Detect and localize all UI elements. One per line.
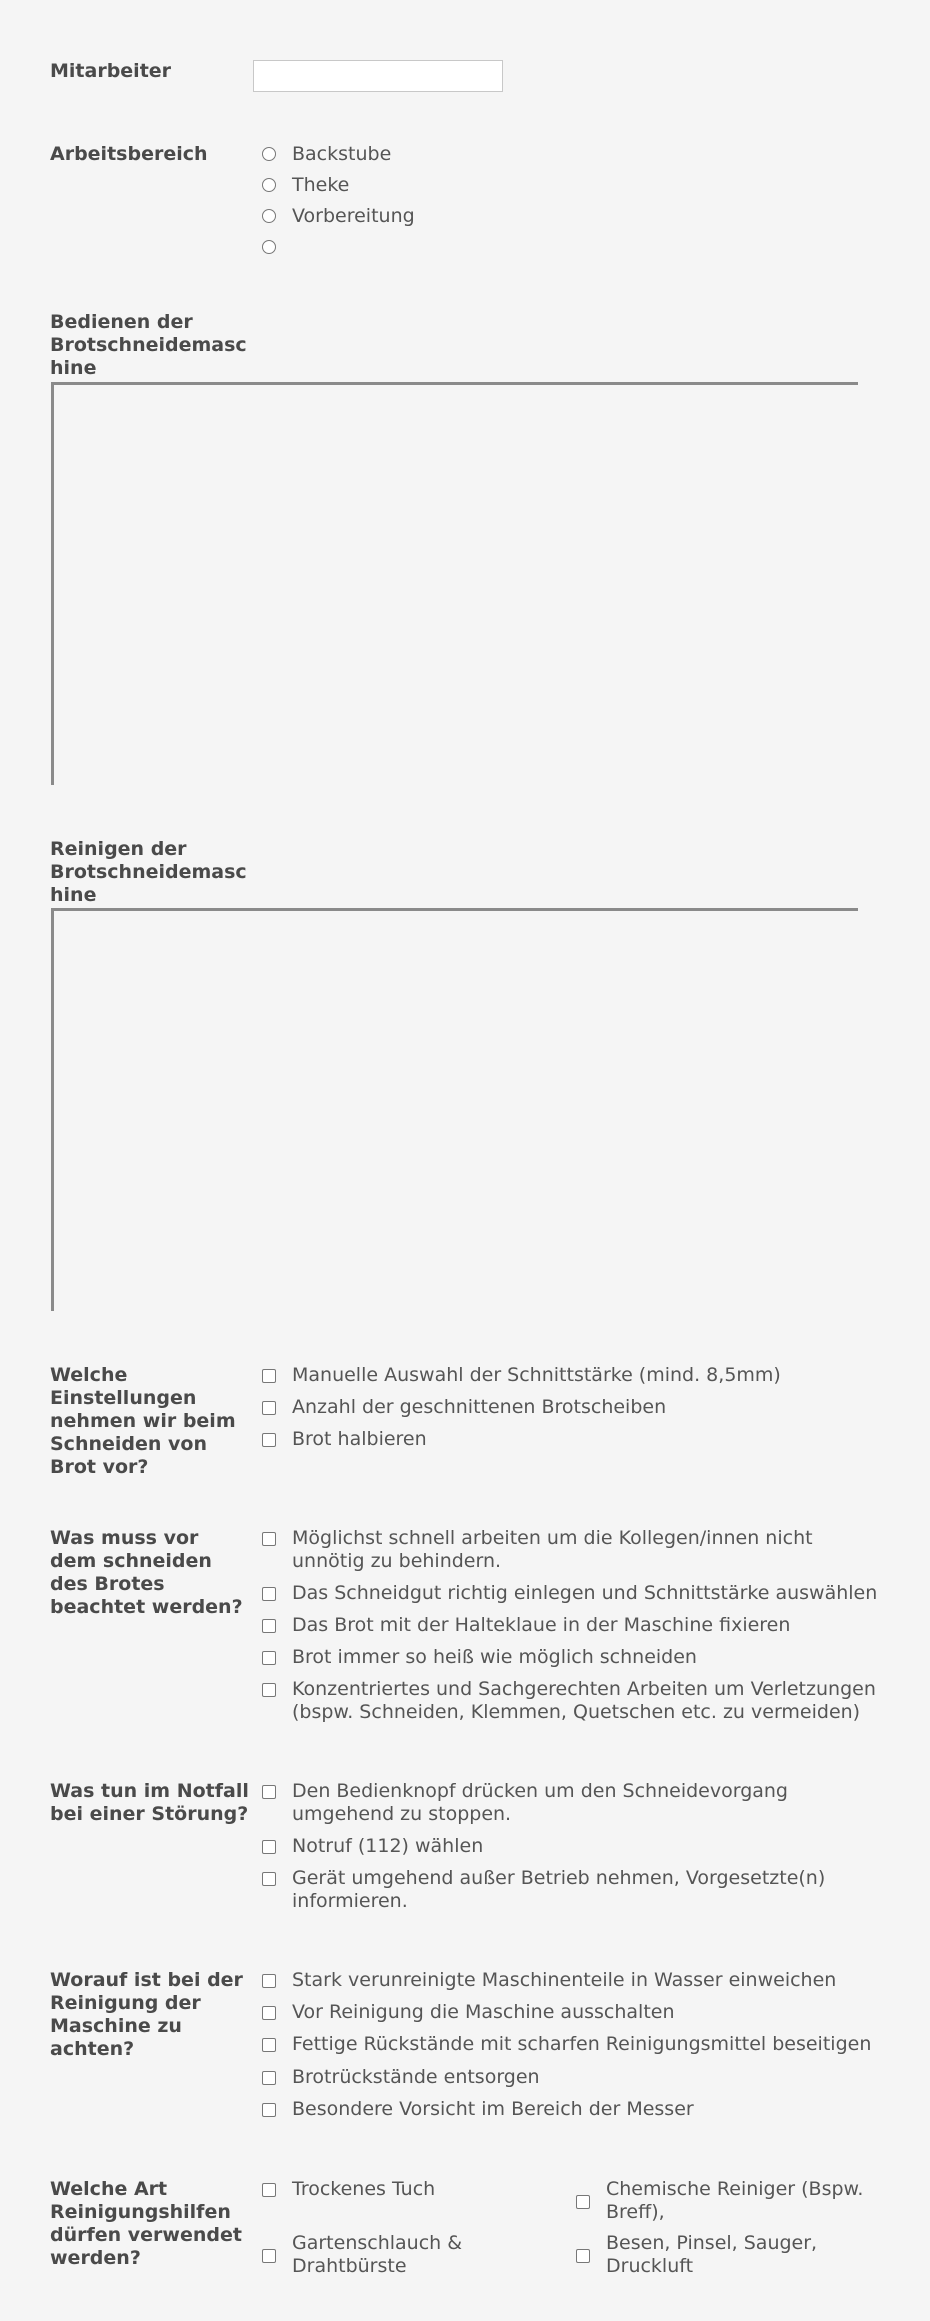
checkbox[interactable] — [262, 2249, 276, 2263]
arbeitsbereich-label: Arbeitsbereich — [50, 143, 208, 165]
question-before-cutting-label: Was muss vor dem schneiden des Brotes beachtet werden? — [50, 1527, 243, 1618]
checkbox-option-label: Chemische Reiniger (Bspw. Breff), — [606, 2178, 864, 2223]
question-cleaning-label: Worauf ist bei der Reinigung der Maschine zu achten? — [50, 1969, 243, 2060]
checkbox-option-label: Brot halbieren — [292, 1428, 427, 1450]
checkbox-option-label: Manuelle Auswahl der Schnittstärke (mind. 8,5mm) — [292, 1364, 781, 1386]
radio-button[interactable] — [262, 240, 276, 254]
bedienen-label: Bedienen der Brotschneidemasc hine — [50, 311, 247, 379]
checkbox[interactable] — [262, 1532, 276, 1546]
checkbox-option-label: Stark verunreinigte Maschinenteile in Wasser einweichen — [292, 1969, 837, 1991]
question-cleaning-aids-label: Welche Art Reinigungshilfen dürfen verwendet werden? — [50, 2178, 242, 2269]
checkbox[interactable] — [262, 1651, 276, 1665]
checkbox-option-label: Anzahl der geschnittenen Brotscheiben — [292, 1396, 667, 1418]
checkbox[interactable] — [262, 1401, 276, 1415]
checkbox-option-label: Notruf (112) wählen — [292, 1835, 484, 1857]
radio-option-label: Vorbereitung — [292, 205, 415, 227]
checkbox[interactable] — [262, 1872, 276, 1886]
checkbox[interactable] — [262, 2006, 276, 2020]
checkbox-option-label: Möglichst schnell arbeiten um die Kollegen/innen nicht unnötig zu behindern. — [292, 1527, 813, 1572]
checkbox[interactable] — [262, 2183, 276, 2197]
checkbox-option-label: Trockenes Tuch — [292, 2178, 436, 2200]
checkbox-option-label: Brot immer so heiß wie möglich schneiden — [292, 1646, 697, 1668]
checkbox-option-label: Gartenschlauch & Drahtbürste — [292, 2232, 463, 2277]
checkbox[interactable] — [262, 2038, 276, 2052]
checkbox[interactable] — [262, 1683, 276, 1697]
question-settings-label: Welche Einstellungen nehmen wir beim Schneiden von Brot vor? — [50, 1364, 236, 1478]
reinigen-signature-pad[interactable] — [51, 908, 858, 1311]
mitarbeiter-label: Mitarbeiter — [50, 60, 172, 82]
checkbox[interactable] — [576, 2249, 590, 2263]
checkbox-option-label: Konzentriertes und Sachgerechten Arbeiten um Verletzungen (bspw. Schneiden, Klemmen, Quetschen etc. zu vermeiden) — [292, 1678, 876, 1723]
checkbox-option-label: Das Schneidgut richtig einlegen und Schnittstärke auswählen — [292, 1582, 878, 1604]
checkbox-option-label: Gerät umgehend außer Betrieb nehmen, Vorgesetzte(n) informieren. — [292, 1867, 826, 1912]
mitarbeiter-input[interactable] — [253, 60, 503, 92]
checkbox[interactable] — [262, 2103, 276, 2117]
radio-button[interactable] — [262, 209, 276, 223]
checkbox-option-label: Vor Reinigung die Maschine ausschalten — [292, 2001, 675, 2023]
checkbox[interactable] — [262, 1587, 276, 1601]
bedienen-signature-pad[interactable] — [51, 382, 858, 785]
checkbox[interactable] — [262, 1785, 276, 1799]
radio-button[interactable] — [262, 178, 276, 192]
checkbox-option-label: Besen, Pinsel, Sauger, Druckluft — [606, 2232, 818, 2277]
checkbox[interactable] — [262, 1840, 276, 1854]
checkbox[interactable] — [262, 1619, 276, 1633]
radio-option-label: Theke — [292, 174, 350, 196]
checkbox-option-label: Fettige Rückstände mit scharfen Reinigungsmittel beseitigen — [292, 2033, 872, 2055]
checkbox[interactable] — [262, 1974, 276, 1988]
checkbox[interactable] — [576, 2195, 590, 2209]
checkbox-option-label: Brotrückstände entsorgen — [292, 2066, 540, 2088]
radio-button[interactable] — [262, 147, 276, 161]
radio-option-label: Backstube — [292, 143, 392, 165]
checkbox-option-label: Besondere Vorsicht im Bereich der Messer — [292, 2098, 694, 2120]
checkbox[interactable] — [262, 1369, 276, 1383]
reinigen-label: Reinigen der Brotschneidemasc hine — [50, 838, 247, 906]
checkbox-option-label: Den Bedienknopf drücken um den Schneidevorgang umgehend zu stoppen. — [292, 1780, 788, 1825]
checkbox-option-label: Das Brot mit der Halteklaue in der Maschine fixieren — [292, 1614, 791, 1636]
checkbox[interactable] — [262, 2071, 276, 2085]
question-emergency-label: Was tun im Notfall bei einer Störung? — [50, 1780, 249, 1825]
checkbox[interactable] — [262, 1433, 276, 1447]
